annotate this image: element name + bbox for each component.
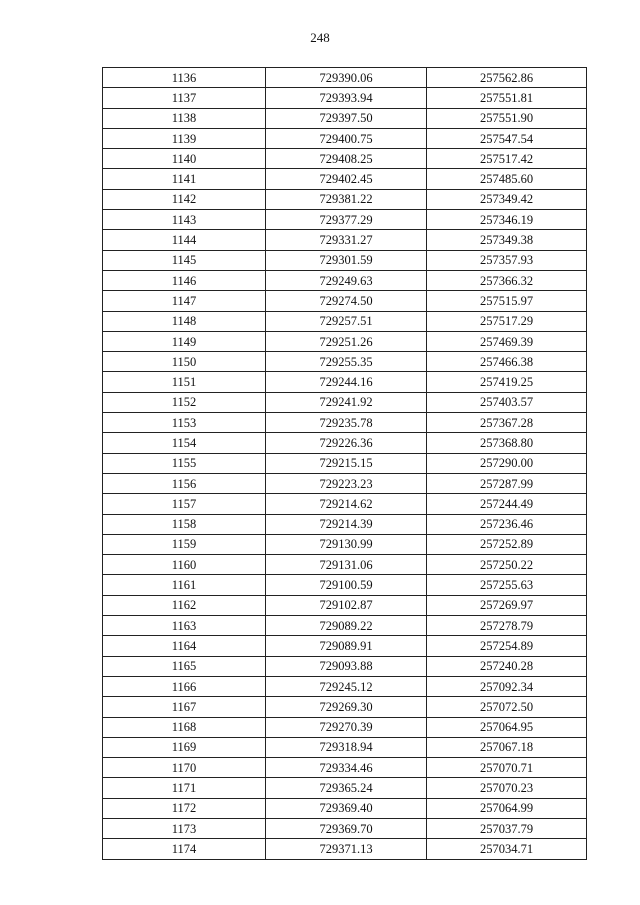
y-coordinate-cell: 257547.54 bbox=[427, 128, 587, 148]
y-coordinate-cell: 257551.81 bbox=[427, 88, 587, 108]
y-coordinate-cell: 257346.19 bbox=[427, 210, 587, 230]
table-row bbox=[103, 839, 587, 859]
table-row bbox=[103, 88, 587, 108]
y-coordinate-cell: 257070.71 bbox=[427, 758, 587, 778]
point-number-cell: 1173 bbox=[103, 818, 266, 838]
table-row bbox=[103, 636, 587, 656]
y-coordinate-cell: 257067.18 bbox=[427, 737, 587, 757]
x-coordinate-cell: 729381.22 bbox=[266, 189, 427, 209]
x-coordinate-cell: 729377.29 bbox=[266, 210, 427, 230]
x-coordinate-cell: 729369.70 bbox=[266, 818, 427, 838]
table-row bbox=[103, 616, 587, 636]
point-number-cell: 1172 bbox=[103, 798, 266, 818]
point-number-cell: 1164 bbox=[103, 636, 266, 656]
table-row bbox=[103, 737, 587, 757]
point-number-cell: 1163 bbox=[103, 616, 266, 636]
y-coordinate-cell: 257357.93 bbox=[427, 250, 587, 270]
table-row bbox=[103, 433, 587, 453]
coordinates-table bbox=[102, 67, 587, 860]
x-coordinate-cell: 729226.36 bbox=[266, 433, 427, 453]
y-coordinate-cell: 257562.86 bbox=[427, 68, 587, 88]
x-coordinate-cell: 729214.62 bbox=[266, 494, 427, 514]
point-number-cell: 1167 bbox=[103, 697, 266, 717]
point-number-cell: 1151 bbox=[103, 372, 266, 392]
coordinates-table-body bbox=[103, 68, 587, 860]
point-number-cell: 1146 bbox=[103, 270, 266, 290]
x-coordinate-cell: 729274.50 bbox=[266, 291, 427, 311]
point-number-cell: 1147 bbox=[103, 291, 266, 311]
y-coordinate-cell: 257064.99 bbox=[427, 798, 587, 818]
y-coordinate-cell: 257070.23 bbox=[427, 778, 587, 798]
x-coordinate-cell: 729102.87 bbox=[266, 595, 427, 615]
point-number-cell: 1166 bbox=[103, 676, 266, 696]
table-row bbox=[103, 413, 587, 433]
y-coordinate-cell: 257287.99 bbox=[427, 473, 587, 493]
table-row bbox=[103, 270, 587, 290]
x-coordinate-cell: 729318.94 bbox=[266, 737, 427, 757]
table-row bbox=[103, 494, 587, 514]
y-coordinate-cell: 257419.25 bbox=[427, 372, 587, 392]
point-number-cell: 1150 bbox=[103, 352, 266, 372]
x-coordinate-cell: 729270.39 bbox=[266, 717, 427, 737]
point-number-cell: 1141 bbox=[103, 169, 266, 189]
table-row bbox=[103, 555, 587, 575]
table-row bbox=[103, 68, 587, 88]
table-row bbox=[103, 818, 587, 838]
table-row bbox=[103, 230, 587, 250]
y-coordinate-cell: 257072.50 bbox=[427, 697, 587, 717]
table-row bbox=[103, 352, 587, 372]
y-coordinate-cell: 257269.97 bbox=[427, 595, 587, 615]
table-row bbox=[103, 128, 587, 148]
x-coordinate-cell: 729235.78 bbox=[266, 413, 427, 433]
y-coordinate-cell: 257037.79 bbox=[427, 818, 587, 838]
point-number-cell: 1143 bbox=[103, 210, 266, 230]
x-coordinate-cell: 729369.40 bbox=[266, 798, 427, 818]
y-coordinate-cell: 257366.32 bbox=[427, 270, 587, 290]
y-coordinate-cell: 257517.29 bbox=[427, 311, 587, 331]
y-coordinate-cell: 257254.89 bbox=[427, 636, 587, 656]
x-coordinate-cell: 729397.50 bbox=[266, 108, 427, 128]
point-number-cell: 1159 bbox=[103, 534, 266, 554]
x-coordinate-cell: 729244.16 bbox=[266, 372, 427, 392]
table-row bbox=[103, 758, 587, 778]
point-number-cell: 1148 bbox=[103, 311, 266, 331]
y-coordinate-cell: 257515.97 bbox=[427, 291, 587, 311]
x-coordinate-cell: 729089.22 bbox=[266, 616, 427, 636]
table-row bbox=[103, 656, 587, 676]
x-coordinate-cell: 729089.91 bbox=[266, 636, 427, 656]
point-number-cell: 1137 bbox=[103, 88, 266, 108]
x-coordinate-cell: 729249.63 bbox=[266, 270, 427, 290]
x-coordinate-cell: 729408.25 bbox=[266, 149, 427, 169]
point-number-cell: 1144 bbox=[103, 230, 266, 250]
page-number: 248 bbox=[310, 30, 330, 45]
x-coordinate-cell: 729331.27 bbox=[266, 230, 427, 250]
x-coordinate-cell: 729257.51 bbox=[266, 311, 427, 331]
x-coordinate-cell: 729371.13 bbox=[266, 839, 427, 859]
point-number-cell: 1139 bbox=[103, 128, 266, 148]
x-coordinate-cell: 729402.45 bbox=[266, 169, 427, 189]
table-row bbox=[103, 291, 587, 311]
point-number-cell: 1149 bbox=[103, 331, 266, 351]
x-coordinate-cell: 729251.26 bbox=[266, 331, 427, 351]
table-row bbox=[103, 514, 587, 534]
y-coordinate-cell: 257244.49 bbox=[427, 494, 587, 514]
x-coordinate-cell: 729215.15 bbox=[266, 453, 427, 473]
x-coordinate-cell: 729131.06 bbox=[266, 555, 427, 575]
x-coordinate-cell: 729241.92 bbox=[266, 392, 427, 412]
point-number-cell: 1155 bbox=[103, 453, 266, 473]
x-coordinate-cell: 729365.24 bbox=[266, 778, 427, 798]
point-number-cell: 1161 bbox=[103, 575, 266, 595]
point-number-cell: 1170 bbox=[103, 758, 266, 778]
y-coordinate-cell: 257034.71 bbox=[427, 839, 587, 859]
point-number-cell: 1156 bbox=[103, 473, 266, 493]
y-coordinate-cell: 257255.63 bbox=[427, 575, 587, 595]
x-coordinate-cell: 729130.99 bbox=[266, 534, 427, 554]
point-number-cell: 1169 bbox=[103, 737, 266, 757]
y-coordinate-cell: 257517.42 bbox=[427, 149, 587, 169]
table-row bbox=[103, 473, 587, 493]
y-coordinate-cell: 257469.39 bbox=[427, 331, 587, 351]
point-number-cell: 1168 bbox=[103, 717, 266, 737]
point-number-cell: 1138 bbox=[103, 108, 266, 128]
y-coordinate-cell: 257349.38 bbox=[427, 230, 587, 250]
table-row bbox=[103, 717, 587, 737]
table-row bbox=[103, 534, 587, 554]
point-number-cell: 1171 bbox=[103, 778, 266, 798]
point-number-cell: 1174 bbox=[103, 839, 266, 859]
y-coordinate-cell: 257278.79 bbox=[427, 616, 587, 636]
y-coordinate-cell: 257551.90 bbox=[427, 108, 587, 128]
x-coordinate-cell: 729400.75 bbox=[266, 128, 427, 148]
point-number-cell: 1157 bbox=[103, 494, 266, 514]
table-row bbox=[103, 798, 587, 818]
table-row bbox=[103, 453, 587, 473]
x-coordinate-cell: 729269.30 bbox=[266, 697, 427, 717]
table-row bbox=[103, 250, 587, 270]
table-row bbox=[103, 189, 587, 209]
x-coordinate-cell: 729093.88 bbox=[266, 656, 427, 676]
y-coordinate-cell: 257240.28 bbox=[427, 656, 587, 676]
table-row bbox=[103, 595, 587, 615]
point-number-cell: 1158 bbox=[103, 514, 266, 534]
table-row bbox=[103, 149, 587, 169]
y-coordinate-cell: 257064.95 bbox=[427, 717, 587, 737]
x-coordinate-cell: 729245.12 bbox=[266, 676, 427, 696]
x-coordinate-cell: 729390.06 bbox=[266, 68, 427, 88]
x-coordinate-cell: 729100.59 bbox=[266, 575, 427, 595]
table-row bbox=[103, 331, 587, 351]
point-number-cell: 1162 bbox=[103, 595, 266, 615]
point-number-cell: 1145 bbox=[103, 250, 266, 270]
x-coordinate-cell: 729301.59 bbox=[266, 250, 427, 270]
x-coordinate-cell: 729334.46 bbox=[266, 758, 427, 778]
table-row bbox=[103, 676, 587, 696]
y-coordinate-cell: 257367.28 bbox=[427, 413, 587, 433]
y-coordinate-cell: 257250.22 bbox=[427, 555, 587, 575]
table-row bbox=[103, 575, 587, 595]
point-number-cell: 1140 bbox=[103, 149, 266, 169]
table-row bbox=[103, 697, 587, 717]
table-row bbox=[103, 372, 587, 392]
y-coordinate-cell: 257252.89 bbox=[427, 534, 587, 554]
x-coordinate-cell: 729393.94 bbox=[266, 88, 427, 108]
table-row bbox=[103, 778, 587, 798]
point-number-cell: 1165 bbox=[103, 656, 266, 676]
table-row bbox=[103, 108, 587, 128]
point-number-cell: 1154 bbox=[103, 433, 266, 453]
x-coordinate-cell: 729255.35 bbox=[266, 352, 427, 372]
y-coordinate-cell: 257403.57 bbox=[427, 392, 587, 412]
point-number-cell: 1142 bbox=[103, 189, 266, 209]
y-coordinate-cell: 257466.38 bbox=[427, 352, 587, 372]
table-row bbox=[103, 311, 587, 331]
table-row bbox=[103, 392, 587, 412]
table-row bbox=[103, 169, 587, 189]
y-coordinate-cell: 257368.80 bbox=[427, 433, 587, 453]
point-number-cell: 1152 bbox=[103, 392, 266, 412]
point-number-cell: 1160 bbox=[103, 555, 266, 575]
point-number-cell: 1136 bbox=[103, 68, 266, 88]
y-coordinate-cell: 257485.60 bbox=[427, 169, 587, 189]
table-row bbox=[103, 210, 587, 230]
x-coordinate-cell: 729223.23 bbox=[266, 473, 427, 493]
y-coordinate-cell: 257236.46 bbox=[427, 514, 587, 534]
point-number-cell: 1153 bbox=[103, 413, 266, 433]
x-coordinate-cell: 729214.39 bbox=[266, 514, 427, 534]
y-coordinate-cell: 257349.42 bbox=[427, 189, 587, 209]
y-coordinate-cell: 257092.34 bbox=[427, 676, 587, 696]
y-coordinate-cell: 257290.00 bbox=[427, 453, 587, 473]
